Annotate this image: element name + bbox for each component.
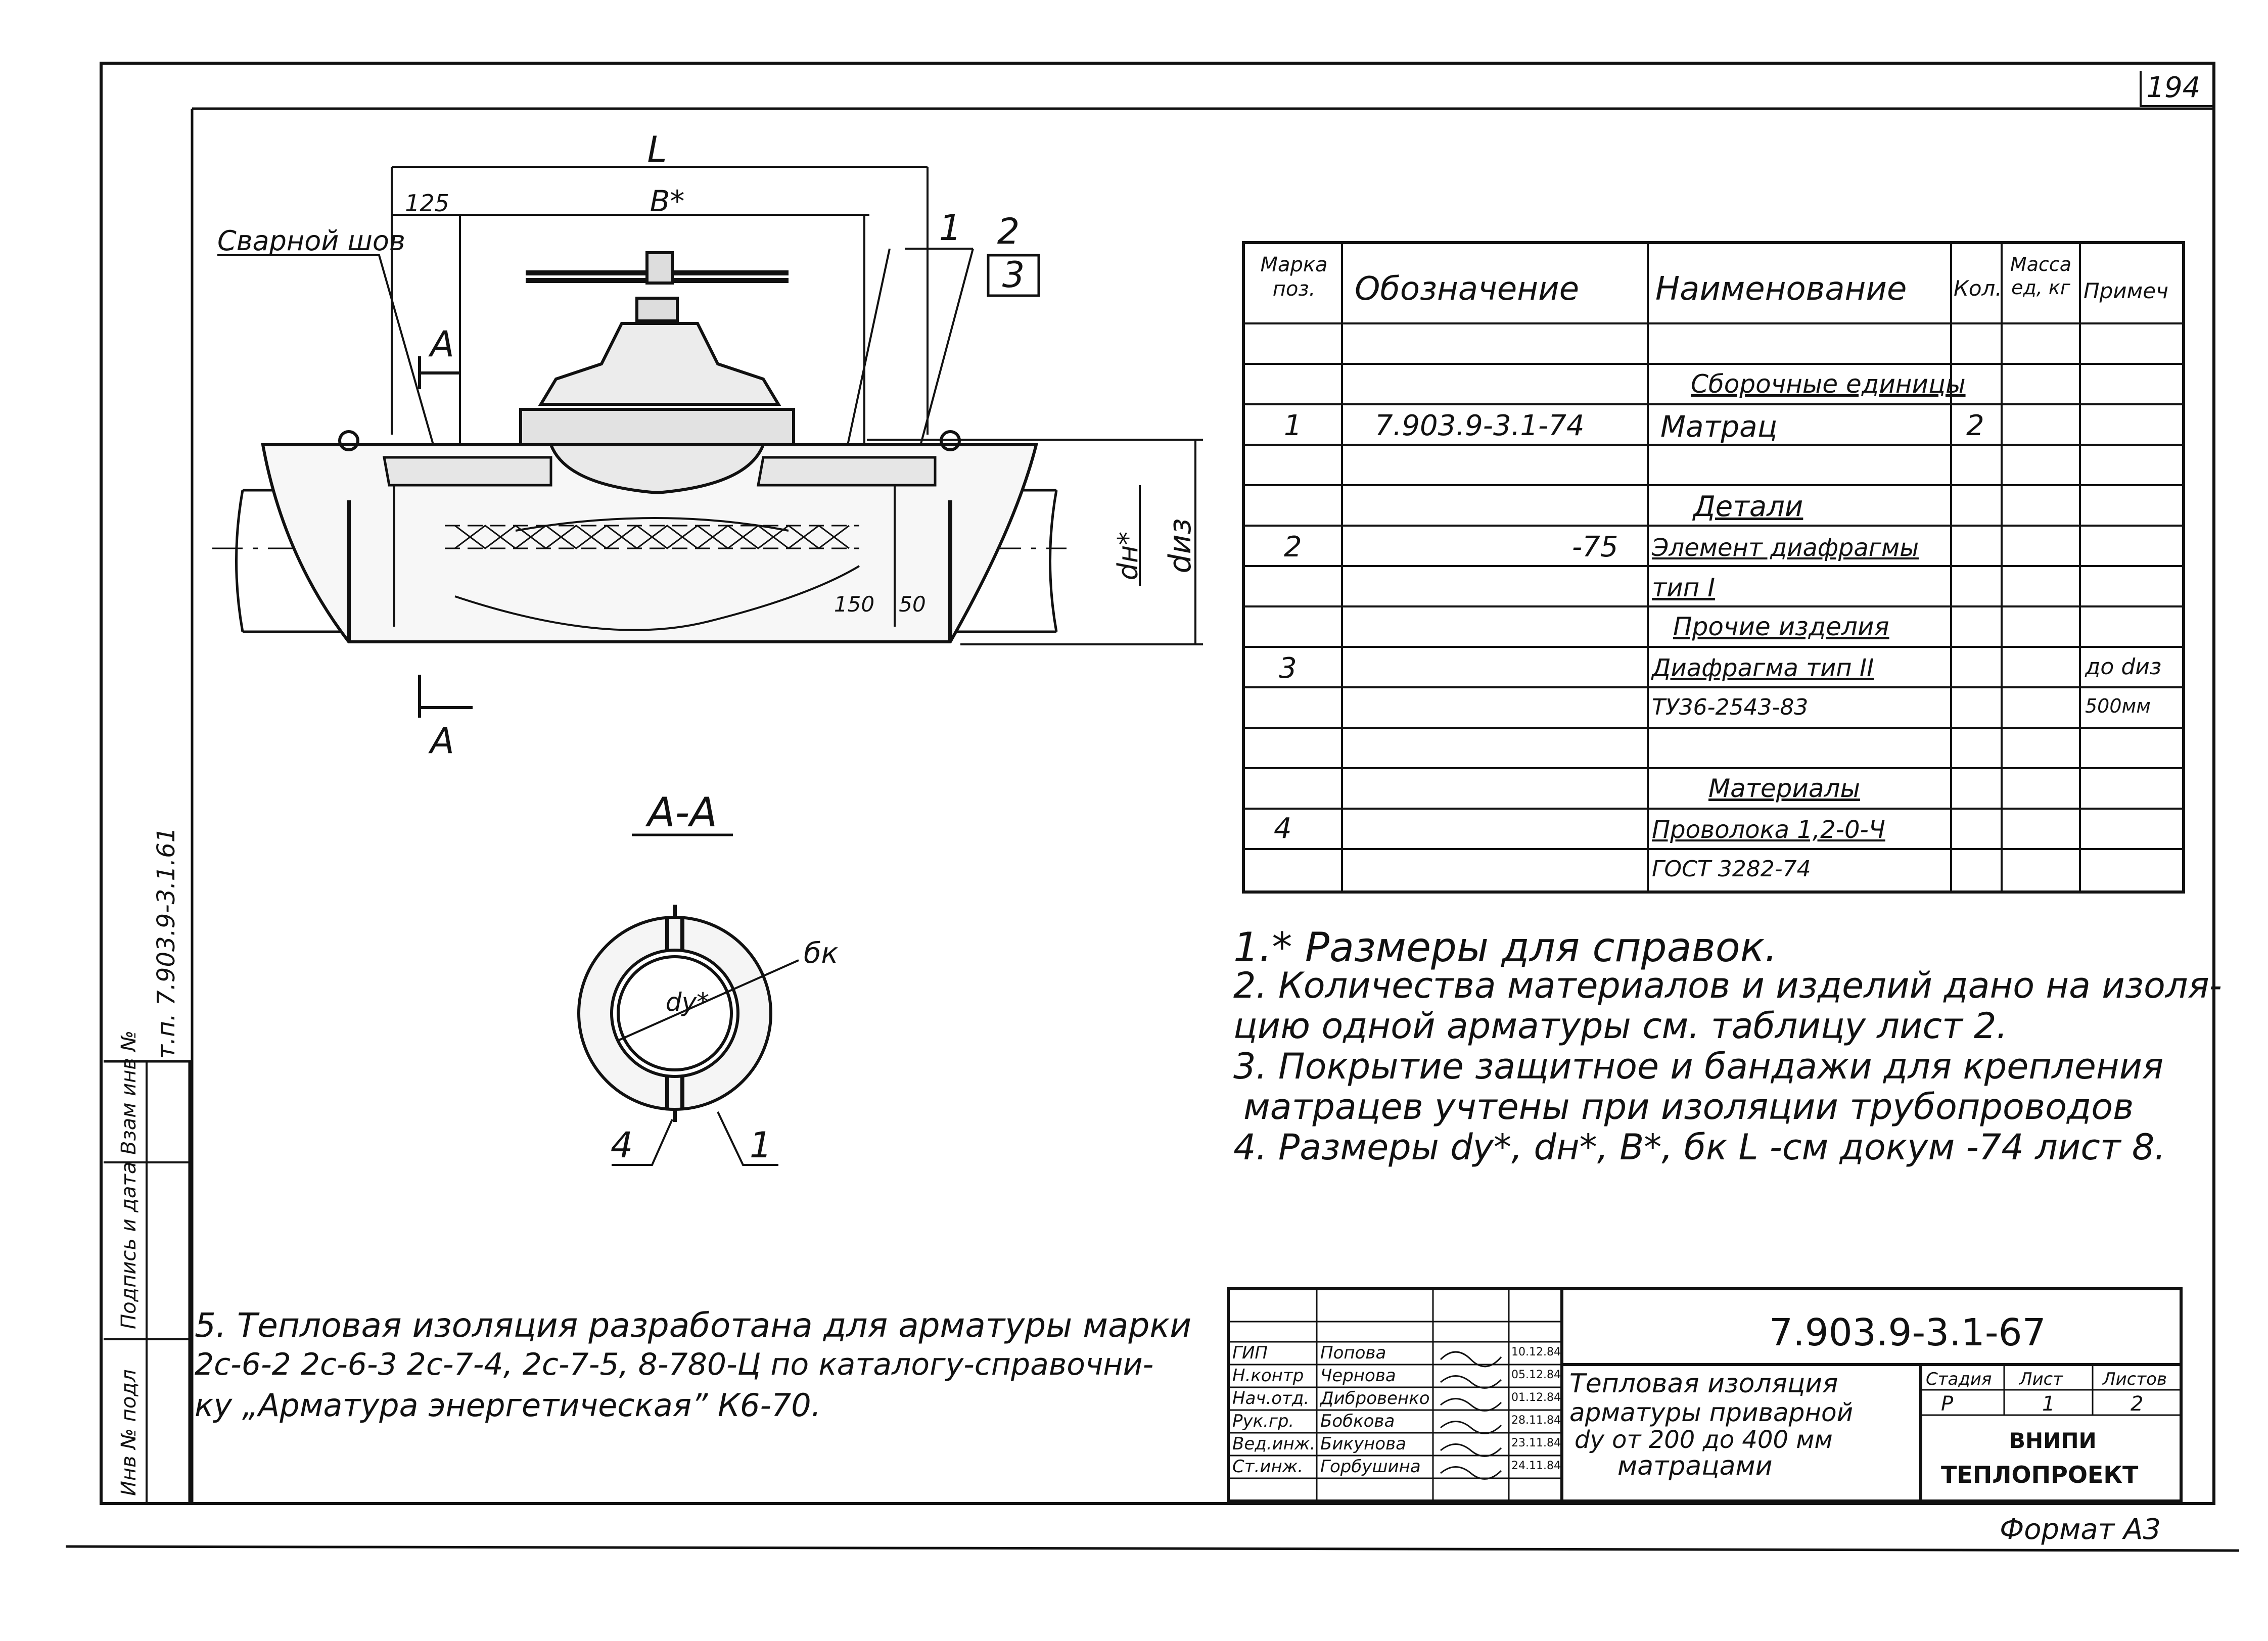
signer-date: 23.11.84 (1511, 1437, 1561, 1449)
col-header-name: Наименование (1655, 270, 1907, 308)
format-label: Формат А3 (2000, 1513, 2161, 1546)
signer-date: 28.11.84 (1511, 1414, 1561, 1427)
note-4: 4. Размеры dу*, dн*, B*, бк L -см докум -74 лист 8. (1233, 1127, 2166, 1168)
dim-bk: бк (804, 937, 839, 970)
row-9-name: Диафрагма тип II (1652, 654, 1874, 682)
callout-1: 1 (939, 207, 962, 249)
signer-role: Вед.инж. (1232, 1434, 1316, 1454)
note-5-line-2: 2с-6-2 2с-6-3 2с-7-4, 2с-7-5, 8-780-Ц по каталогу-справочни- (195, 1347, 1154, 1382)
title-line-3: dу от 200 до 400 мм (1575, 1426, 1833, 1454)
dim-dn: dн* (1112, 531, 1144, 581)
note-2: 2. Количества материалов и изделий дано на изоля- (1233, 965, 2222, 1006)
note-3-cont: матрацев учтены при изоляции трубопроводов (1243, 1086, 2134, 1128)
sheet-value: 1 (2042, 1392, 2055, 1416)
stamp-doc-code: т.п. 7.903.9-3.1.61 (152, 827, 180, 1059)
signer-name: Попова (1320, 1343, 1386, 1363)
callout-2: 2 (997, 211, 1020, 252)
row-6-designation: -75 (1572, 531, 1618, 564)
row-10-note: 500мм (2085, 695, 2151, 717)
signer-name: Бикунова (1320, 1434, 1406, 1454)
signatures (1441, 1352, 1501, 1479)
callout-3: 3 (1002, 254, 1025, 296)
dim-150: 150 (834, 592, 875, 617)
sheets-header: Листов (2103, 1369, 2167, 1389)
note-5-line-3: ку „Арматура энергетическая” К6-70. (195, 1387, 821, 1424)
row-13-pos: 4 (1274, 812, 1292, 845)
title-line-1: Тепловая изоляция (1569, 1369, 1838, 1399)
section-A-bottom: A (430, 720, 454, 762)
row-3-qty: 2 (1966, 409, 1984, 442)
note-5: 5. Тепловая изоляция разработана для арматуры марки (195, 1306, 1192, 1345)
row-5-name: Детали (1693, 490, 1803, 523)
section-A-top: A (430, 323, 454, 365)
stamp-field-signature: Подпись и дата (117, 1161, 141, 1329)
note-2-cont: цию одной арматуры см. таблицу лист 2. (1233, 1005, 2008, 1047)
sheet-header: Лист (2019, 1369, 2063, 1389)
note-1: 1.* Размеры для справок. (1233, 924, 1778, 971)
callout-4: 4 (610, 1124, 633, 1166)
dim-125: 125 (405, 190, 449, 217)
col-header-designation: Обозначение (1355, 270, 1580, 308)
section-AA-title: A-A (647, 789, 718, 836)
row-8-name: Прочие изделия (1673, 612, 1889, 641)
signer-role: Нач.отд. (1232, 1388, 1310, 1409)
row-9-pos: 3 (1279, 652, 1297, 685)
row-6-pos: 2 (1284, 531, 1302, 564)
col-header-pos: Марка поз. (1260, 253, 1328, 301)
row-13-name: Проволока 1,2-0-Ч (1652, 816, 1885, 844)
row-12-name: Материалы (1708, 774, 1860, 803)
signer-date: 01.12.84 (1511, 1391, 1561, 1404)
dim-dy: dу* (665, 988, 710, 1017)
title-line-4: матрацами (1617, 1451, 1773, 1481)
stage-value: Р (1941, 1392, 1954, 1416)
row-3-designation: 7.903.9-3.1-74 (1375, 409, 1585, 442)
dim-50: 50 (899, 592, 926, 617)
signer-date: 10.12.84 (1511, 1346, 1561, 1358)
row-9-note: до dиз (2085, 654, 2162, 680)
signer-date: 24.11.84 (1511, 1460, 1561, 1472)
sheet-number: 194 (2146, 71, 2201, 104)
signer-name: Дибровенко (1320, 1388, 1430, 1409)
stamp-field-inventory: Инв № подл (117, 1369, 141, 1496)
title-line-2: арматуры приварной (1569, 1398, 1854, 1427)
row-3-name: Матрац (1660, 409, 1778, 444)
sheets-value: 2 (2131, 1392, 2144, 1416)
row-6-name: Элемент диафрагмы (1652, 534, 1919, 562)
col-header-qty: Кол. (1954, 276, 2002, 301)
col-header-note: Примеч (2084, 278, 2168, 303)
org-line-2: ТЕПЛОПРОЕКТ (1941, 1461, 2139, 1488)
row-14-name: ГОСТ 3282-74 (1652, 856, 1811, 882)
signer-name: Чернова (1320, 1366, 1396, 1386)
stamp-field-replace: Взам инв № (117, 1030, 141, 1155)
signer-role: Ст.инж. (1232, 1457, 1304, 1477)
dim-B: B* (650, 184, 685, 218)
row-10-name: ТУ36-2543-83 (1652, 694, 1809, 720)
row-2-name: Сборочные единицы (1691, 369, 1966, 399)
signer-name: Горбушина (1320, 1457, 1421, 1477)
dim-diz: dиз (1163, 518, 1198, 574)
row-3-pos: 1 (1284, 409, 1302, 442)
dim-L: L (647, 129, 667, 170)
signer-date: 05.12.84 (1511, 1369, 1561, 1381)
signer-name: Бобкова (1320, 1411, 1395, 1431)
signer-role: Рук.гр. (1232, 1411, 1294, 1431)
stage-header: Стадия (1926, 1369, 1992, 1389)
signer-role: ГИП (1232, 1343, 1268, 1363)
weld-label: Сварной шов (217, 225, 405, 257)
callout-1-section: 1 (749, 1124, 772, 1166)
doc-number: 7.903.9-3.1-67 (1769, 1311, 2046, 1354)
note-3: 3. Покрытие защитное и бандажи для крепления (1233, 1046, 2164, 1087)
row-7-name: тип I (1652, 573, 1715, 602)
signer-role: Н.контр (1232, 1366, 1304, 1386)
col-header-mass: Масса ед, кг (2010, 253, 2072, 299)
org-line-1: ВНИПИ (2009, 1428, 2097, 1453)
